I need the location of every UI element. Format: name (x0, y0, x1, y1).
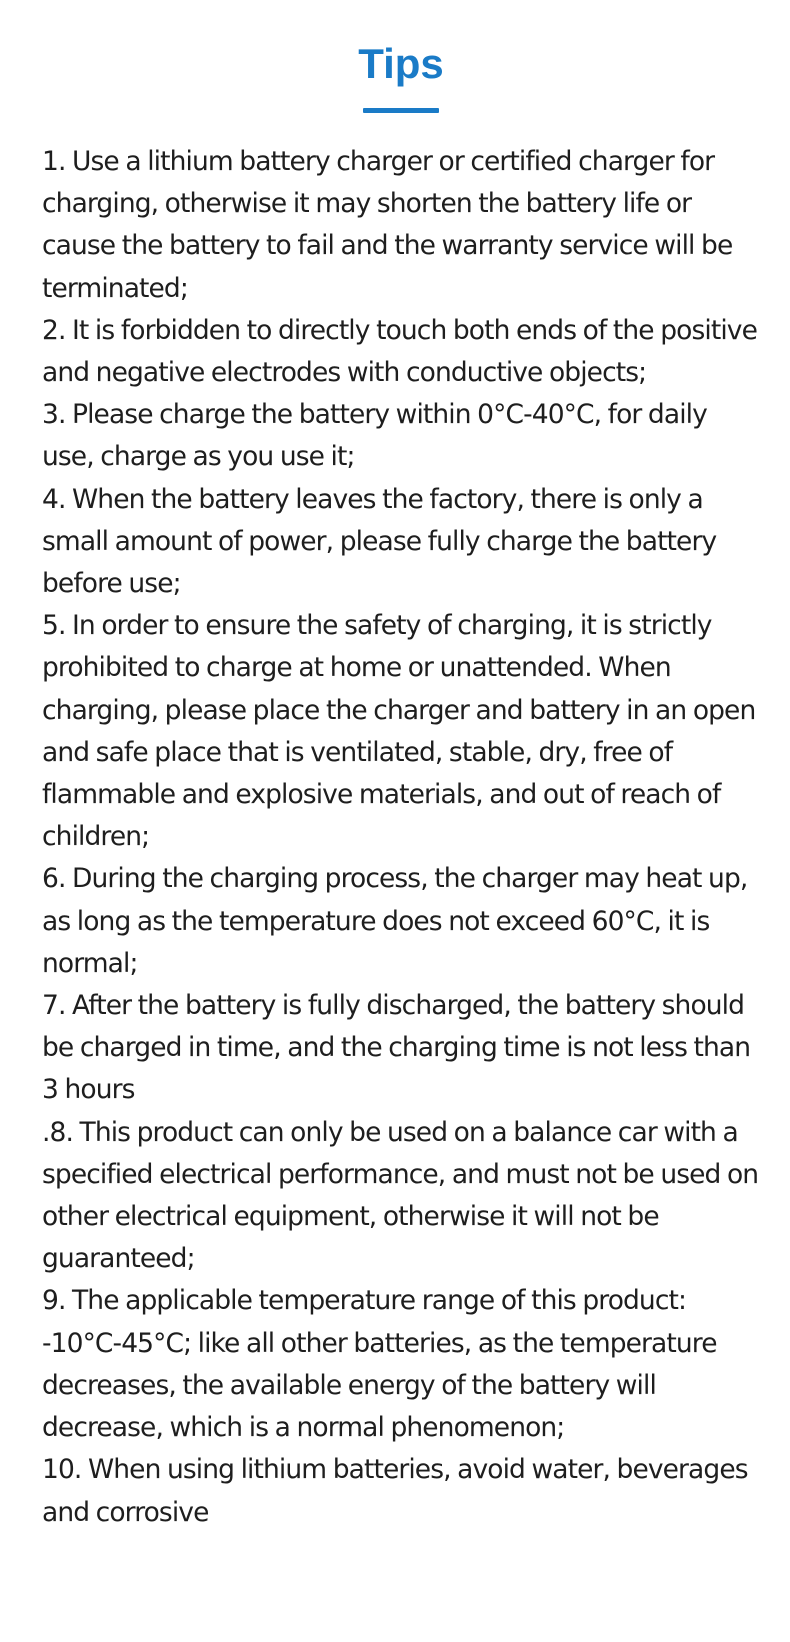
tip-item-5: 5. In order to ensure the safety of charging, it is strictly prohibited to charge at home or unattended. When charging, please place the charger and battery in an open and safe place that is ventilated, stable, dry, free of flammable and explosive materials, and out of reach of children; (42, 610, 756, 853)
title-underline (363, 108, 439, 113)
tip-item-2: 2. It is forbidden to directly touch both ends of the positive and negative electrodes with conductive objects; (42, 314, 757, 389)
tip-item-6: 6. During the charging process, the charger may heat up, as long as the temperature does not exceed 60°C, it is normal; (42, 863, 748, 979)
tip-item-3: 3. Please charge the battery within 0°C-40°C, for daily use, charge as you use it; (42, 399, 707, 473)
tip-item-8: .8. This product can only be used on a balance car with a specified electrical performance, and must not be used on other electrical equipment, otherwise it will not be guaranteed; (42, 1116, 759, 1275)
page-title: Tips (358, 40, 444, 87)
tip-item-1: 1. Use a lithium battery charger or certified charger for charging, otherwise it may shorten the battery life or cause the battery to fail and the warranty service will be terminated; (42, 146, 733, 304)
tip-item-4: 4. When the battery leaves the factory, there is only a small amount of power, please fully charge the battery before use; (42, 483, 717, 600)
tip-item-10: 10. When using lithium batteries, avoid water, beverages and corrosive (42, 1454, 748, 1528)
tips-list (42, 141, 760, 1534)
tip-item-7: 7. After the battery is fully discharged, the battery should be charged in time, and the charging time is not less than 3 hours (42, 990, 751, 1106)
tip-item-9: 9. The applicable temperature range of this product: -10°C-45°C; like all other batteries, as the temperature decreases, the available energy of the battery will decrease, which is a normal phenomenon; (42, 1285, 717, 1444)
